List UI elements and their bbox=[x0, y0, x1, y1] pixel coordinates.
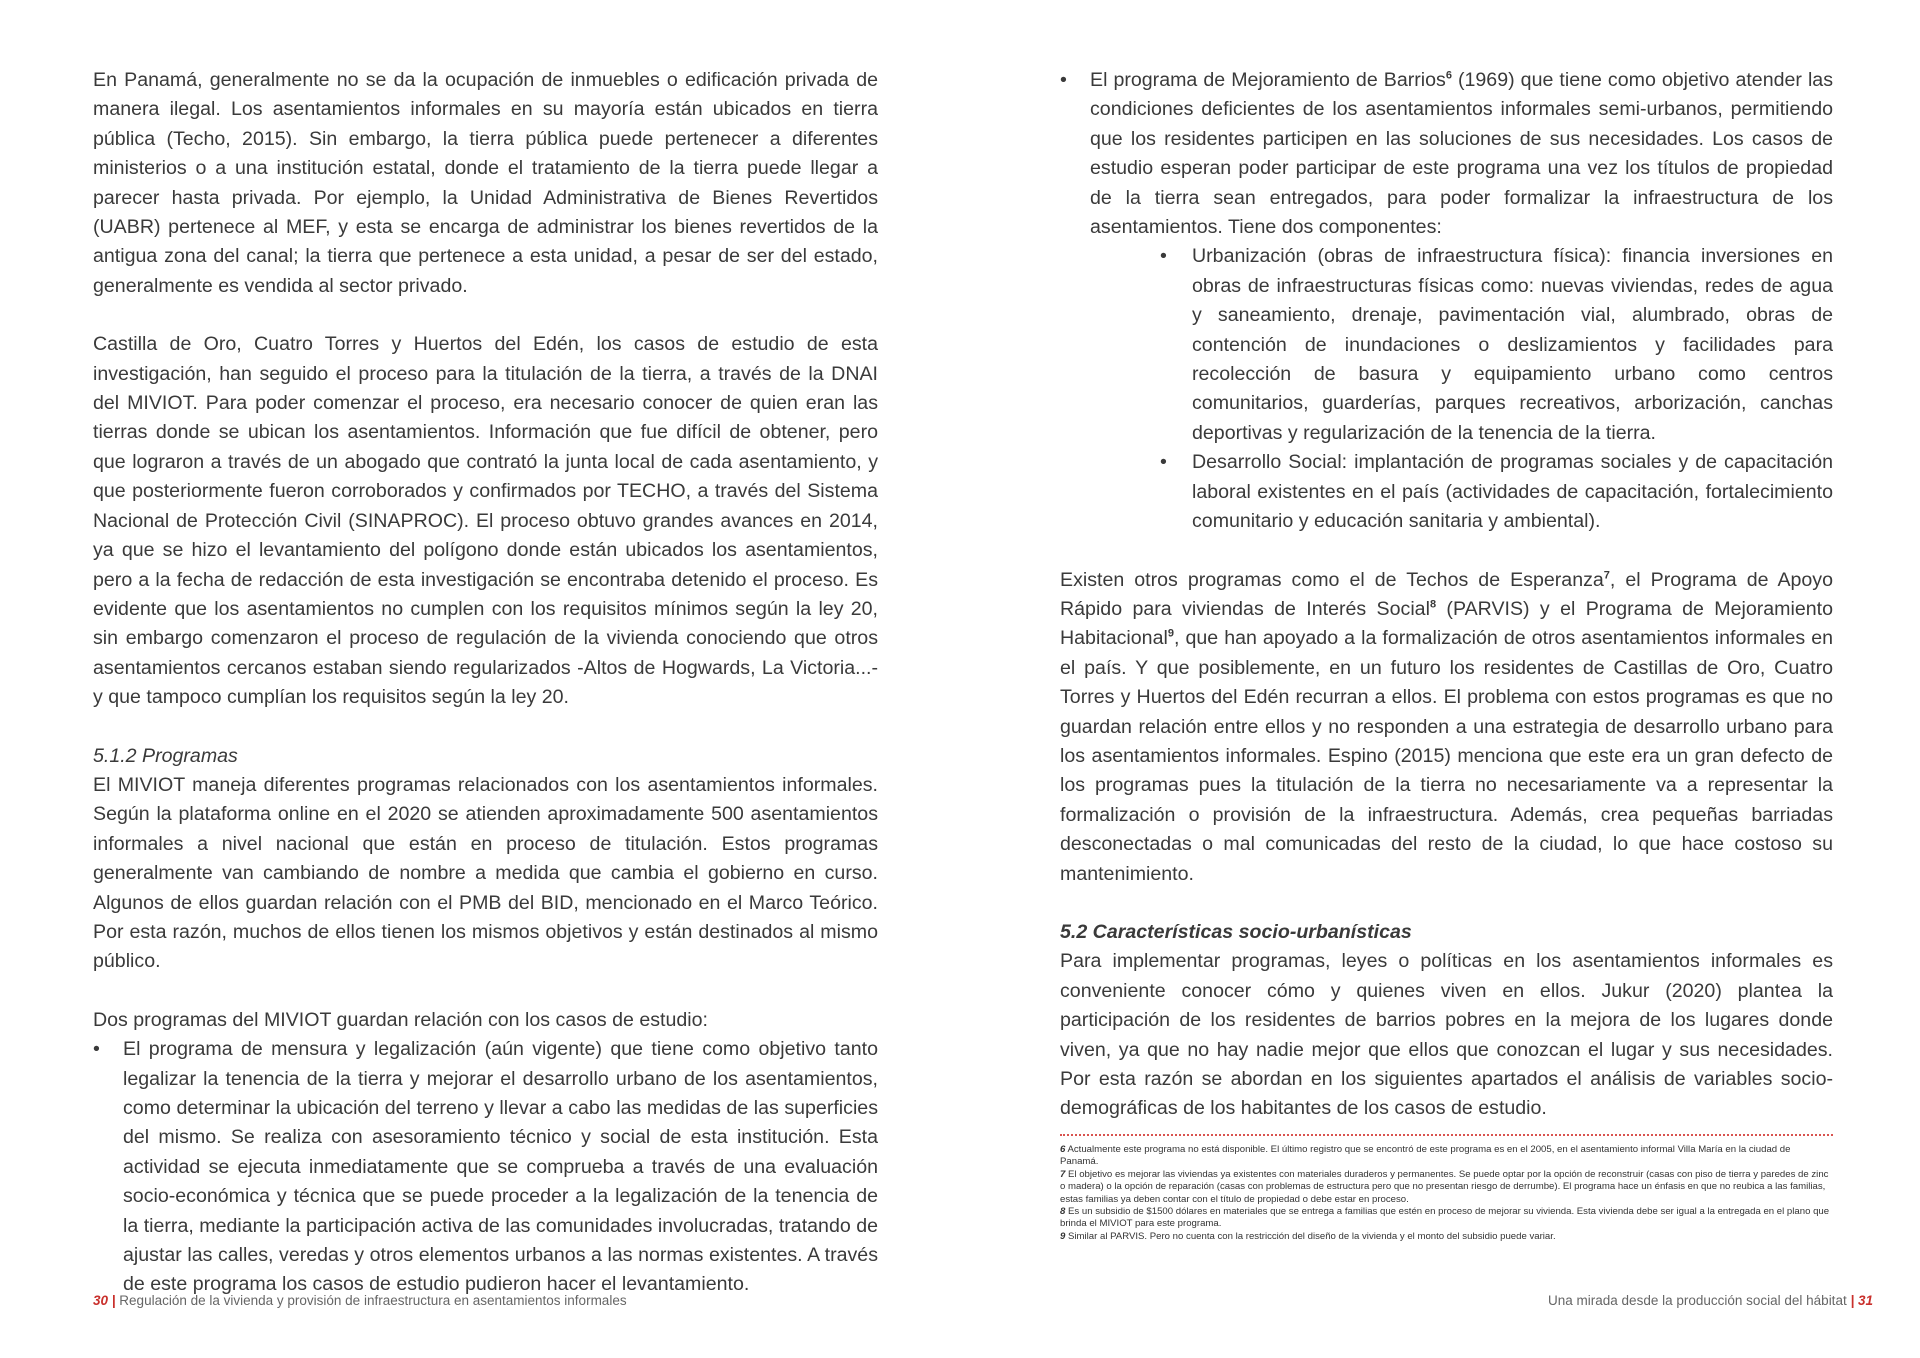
section-heading-caracteristicas: 5.2 Características socio-urbanísticas bbox=[1060, 920, 1412, 943]
paragraph-miviot-programas: El MIVIOT maneja diferentes programas relacionados con los asentamientos informales. Según la plataforma online en el 2020 se atienden aproximadamente 500 asentamientos informales a nivel nacional que están en proceso de titulación. Estos programas generalmente van cambiando de nombre a medida que cambia el gobierno en curso. Algunos de ellos guardan relación con el PMB del BID, mencionado en el Marco Teórico. Por esta razón, muchos de ellos tienen los mismos objetivos y están destinados al mismo público. bbox=[93, 773, 878, 973]
bullet-list-left bbox=[93, 1035, 878, 1300]
right-page bbox=[960, 0, 1920, 1358]
page-number: 30 | bbox=[93, 1293, 116, 1308]
list-item-mejoramiento-barrios: • El programa de Mejoramiento de Barrios$^6$ (1969) que tiene como objetivo atender las condiciones deficientes de los asentamientos informales semi-urbanos, permitiendo que los residentes participen en las soluciones de sus necesidades. Los casos de estudio esperan poder participar de este programa una vez los títulos de propiedad de la tierra sean entregados, para poder formalizar la infraestructura de los asentamientos. Tiene dos componentes: bbox=[1060, 66, 1833, 242]
right-column bbox=[1060, 66, 1833, 1124]
list-item-mensura: • El programa de mensura y legalización (aún vigente) que tiene como objetivo tanto legalizar la tenencia de la tierra y mejorar el desarrollo urbano de los asentamientos, como determinar la ubicación del terreno y llevar a cabo las medidas de las superficies del mismo. Se realiza con asesoramiento técnico y social de esta institución. Esta actividad se ejecuta inmediatamente que se comprueba a través de una evaluación socio-económica y técnica que se puede proceder a la legalización de la tenencia de la tierra, mediante la participación activa de las comunidades involucradas, tratando de ajustar las calles, veredas y otros elementos urbanos a las normas existentes. A través de este programa los casos de estudio pudieron hacer el levantamiento. bbox=[93, 1035, 878, 1300]
footer-title: Una mirada desde la producción social del hábitat bbox=[1548, 1293, 1851, 1308]
footnote-ref: 9 bbox=[1167, 627, 1174, 640]
footnote-divider bbox=[1060, 1134, 1833, 1136]
bullet-list-right bbox=[1060, 66, 1833, 242]
footer-title: Regulación de la vivienda y provisión de infraestructura en asentamientos informales bbox=[115, 1293, 627, 1308]
sub-bullet-list bbox=[1160, 242, 1833, 536]
paragraph-otros-programas: Existen otros programas como el de Techos de Esperanza$^7$, el Programa de Apoyo Rápido para viviendas de Interés Social$^8$ (PARVIS) y el Programa de Mejoramiento Habitacional$^9$, que han apoyado a la formalización de otros asentamientos informales en el país. Y que posiblemente, en un futuro los residentes de Castillas de Oro, Cuatro Torres y Huertos del Edén recurran a ellos. El problema con estos programas es que no guardan relación entre ellos y no responden a una estrategia de desarrollo urbano para los asentamientos informales. Espino (2015) menciona que este era un gran defecto de los programas pues la titulación de la tierra no necesariamente va a representar la formalización o provisión de la infraestructura. Además, crea pequeñas barriadas desconectadas o mal comunicadas del resto de la ciudad, lo que hace costoso su mantenimiento. bbox=[1060, 568, 1833, 885]
footnotes bbox=[1060, 1144, 1830, 1243]
paragraph-titulacion: Castilla de Oro, Cuatro Torres y Huertos del Edén, los casos de estudio de esta investigación, han seguido el proceso para la titulación de la tierra, a través de la DNAI del MIVIOT. Para poder comenzar el proceso, era necesario conocer de quien eran las tierras donde se ubican los asentamientos. Información que fue difícil de obtener, pero que lograron a través de un abogado que contrató la junta local de cada asentamiento, y que posteriormente fueron corroborados y confirmados por TECHO, a través del Sistema Nacional de Protección Civil (SINAPROC). El proceso obtuvo grandes avances en 2014, ya que se hizo el levantamiento del polígono donde están ubicados los asentamientos, pero a la fecha de redacción de esta investigación se encontraba detenido el proceso. Es evidente que los asentamientos no cumplen con los requisitos mínimos según la ley 20, sin embargo comenzaron el proceso de regulación de la vivienda conociendo que otros asentamientos cercanos estaban siendo regularizados -Altos de Hogwards, La Victoria...- y que tampoco cumplían los requisitos según la ley 20. bbox=[93, 333, 878, 709]
page-footer-right bbox=[1548, 1293, 1873, 1308]
paragraph-implementar: Para implementar programas, leyes o políticas en los asentamientos informales es conveniente conocer cómo y quienes viven en ellos. Jukur (2020) plantea la participación de los residentes de barrios pobres en la mejora de los lugares donde viven, ya que no hay nadie mejor que ellos que conozcan el lugar y sus necesidades. Por esta razón se abordan en los siguientes apartados el análisis de variables socio-demográficas de los habitantes de los casos de estudio. bbox=[1060, 950, 1833, 1120]
footnote-ref: 7 bbox=[1603, 568, 1610, 581]
footnote-ref: 6 bbox=[1445, 69, 1452, 82]
paragraph-dos-programas: Dos programas del MIVIOT guardan relación con los casos de estudio: bbox=[93, 1008, 708, 1031]
footnote-9: 9 Similar al PARVIS. Pero no cuenta con la restricción del diseño de la vivienda y el monto del subsidio puede variar. bbox=[1060, 1230, 1556, 1242]
left-column bbox=[93, 66, 878, 1300]
page-number: | 31 bbox=[1850, 1293, 1873, 1308]
page-footer-left bbox=[93, 1293, 627, 1308]
list-item-urbanizacion: • Urbanización (obras de infraestructura física): financia inversiones en obras de infraestructuras físicas como: nuevas viviendas, redes de agua y saneamiento, drenaje, pavimentación vial, alumbrado, obras de contención de inundaciones o deslizamientos y facilidades para recolección de basura y equipamiento urbano como centros comunitarios, guarderías, parques recreativos, arborización, canchas deportivas y regularización de la tenencia de la tierra. bbox=[1160, 242, 1833, 448]
footnote-8: 8 Es un subsidio de $1500 dólares en materiales que se entrega a familias que estén en proceso de mejorar su vivienda. Esta vivienda debe ser igual a la entregada en el plano que brinda el MIVIOT para este programa. bbox=[1060, 1206, 1830, 1230]
footnote-7: 7 El objetivo es mejorar las viviendas ya existentes con materiales duraderos y permanentes. Se puede optar por la opción de reconstruir (casas con piso de tierra y paredes de zinc o madera) o la opción de reparación (casas con problemas de estructura pero que no presentan riesgo de derrumbe). El programa hace un énfasis en que no reubica a las familias, estas familias ya deben contar con el título de propiedad o debe estar en proceso. bbox=[1060, 1168, 1829, 1205]
footnote-6: 6 Actualmente este programa no está disponible. El último registro que se encontró de este programa es en el 2005, en el asentamiento informal Villa María en la ciudad de Panamá. bbox=[1060, 1144, 1791, 1168]
section-heading-programas: 5.1.2 Programas bbox=[93, 744, 238, 767]
footnote-ref: 8 bbox=[1429, 598, 1437, 611]
paragraph-tierra-publica: En Panamá, generalmente no se da la ocupación de inmuebles o edificación privada de manera ilegal. Los asentamientos informales en su mayoría están ubicados en tierra pública (Techo, 2015). Sin embargo, la tierra pública puede pertenecer a diferentes ministerios o a una institución estatal, donde el tratamiento de la tierra puede llegar a parecer hasta privada. Por ejemplo, la Unidad Administrativa de Bienes Revertidos (UABR) pertenece al MEF, y esta se encarga de administrar los bienes revertidos de la antigua zona del canal; la tierra que pertenece a esta unidad, a pesar de ser del estado, generalmente es vendida al sector privado. bbox=[93, 69, 878, 297]
list-item-desarrollo-social: • Desarrollo Social: implantación de programas sociales y de capacitación laboral existentes en el país (actividades de capacitación, fortalecimiento comunitario y educación sanitaria y ambiental). bbox=[1160, 448, 1833, 536]
